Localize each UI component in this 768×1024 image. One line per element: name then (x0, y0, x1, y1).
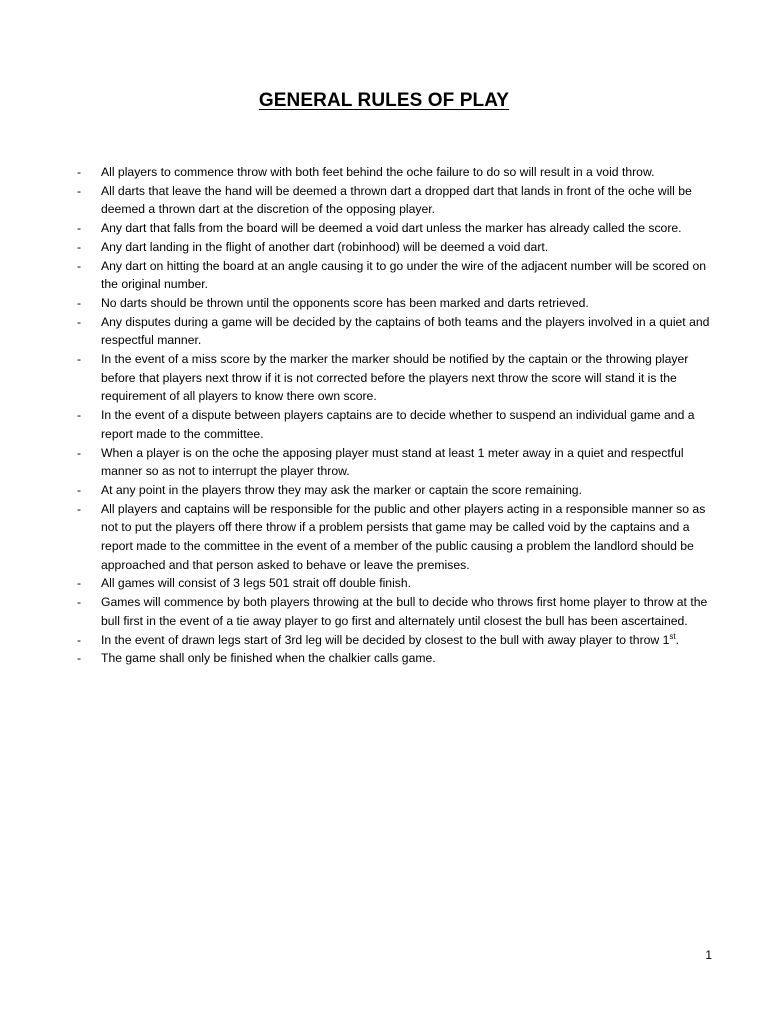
bullet-dash: - (77, 258, 82, 273)
bullet-dash: - (77, 576, 82, 591)
rule-item (77, 350, 717, 406)
bullet-dash: - (77, 183, 82, 198)
rule-item (77, 593, 717, 630)
bullet-dash: - (77, 295, 82, 310)
rule-text (101, 633, 679, 647)
bullet-dash: - (77, 239, 82, 254)
bullet-dash: - (77, 314, 82, 329)
bullet-dash: - (77, 445, 82, 460)
bullet-dash: - (77, 352, 82, 367)
rule-item (77, 406, 717, 443)
rule-item (77, 219, 717, 238)
rule-text: The game shall only be finished when the chalkier calls game. (101, 651, 436, 666)
bullet-dash: - (77, 595, 82, 610)
rule-text: No darts should be thrown until the opponents score has been marked and darts retrieved. (101, 295, 589, 310)
page-number: 1 (705, 948, 712, 962)
rule-text: At any point in the players throw they may ask the marker or captain the score remaining. (101, 482, 582, 497)
bullet-dash: - (77, 651, 82, 666)
rule-text: Any disputes during a game will be decided by the captains of both teams and the players involved in a quiet and respectful manner. (101, 314, 710, 348)
rule-item (77, 257, 717, 294)
bullet-dash: - (77, 501, 82, 516)
rule-text: In the event of a miss score by the marker the marker should be notified by the captain or the throwing player before that players next throw if it is not corrected before the players next throw the score will stand it is the requirement of all players to know there own score. (101, 352, 689, 404)
rule-text: All players and captains will be responsible for the public and other players acting in a responsible manner so as not to put the players off there throw if a problem persists that game may be called void by the captains and a report made to the committee in the event of a member of the public causing a problem the landlord should be approached and that person asked to behave or leave the premises. (101, 501, 706, 572)
bullet-dash: - (77, 482, 82, 497)
rule-item (77, 574, 717, 593)
rule-text: All darts that leave the hand will be deemed a thrown dart a dropped dart that lands in front of the oche will be deemed a thrown dart at the discretion of the opposing player. (101, 183, 692, 217)
ordinal-superscript: st (669, 631, 676, 641)
rule-item (77, 294, 717, 313)
rule-item (77, 238, 717, 257)
rule-item (77, 163, 717, 182)
rule-text-main: In the event of drawn legs start of 3rd leg will be decided by closest to the bull with away player to throw 1 (101, 632, 670, 647)
bullet-dash: - (77, 165, 82, 179)
rule-text: All players to commence throw with both feet behind the oche failure to do so will result in a void throw. (101, 165, 655, 179)
rule-text: In the event of a dispute between players captains are to decide whether to suspend an individual game and a report made to the committee. (101, 408, 695, 441)
rule-item (77, 500, 717, 575)
rule-text: Any dart on hitting the board at an angle causing it to go under the wire of the adjacent number will be scored on the original number. (101, 258, 707, 292)
rule-item (77, 182, 717, 219)
rule-text: When a player is on the oche the apposing player must stand at least 1 meter away in a quiet and respectful manner so as not to interrupt the player throw. (101, 445, 684, 479)
rule-text: All games will consist of 3 legs 501 strait off double finish. (101, 576, 412, 591)
bullet-dash: - (77, 408, 82, 423)
rule-item (77, 649, 717, 668)
rule-text: Any dart that falls from the board will be deemed a void dart unless the marker has already called the score. (101, 221, 682, 236)
bullet-dash: - (77, 221, 82, 236)
rule-item (77, 481, 717, 500)
rule-text: Any dart landing in the flight of another dart (robinhood) will be deemed a void dart. (101, 239, 549, 254)
bullet-dash: - (77, 632, 82, 647)
rule-text: Games will commence by both players throwing at the bull to decide who throws first home player to throw at the bull first in the event of a tie away player to go first and alternately until closest the bull has been ascertained. (101, 595, 708, 628)
rules-list (77, 163, 717, 668)
document-title: GENERAL RULES OF PLAY (258, 90, 510, 111)
rule-text-suffix: . (675, 632, 680, 647)
rule-item (77, 313, 717, 350)
rule-item (77, 631, 717, 650)
rule-item (77, 444, 717, 481)
